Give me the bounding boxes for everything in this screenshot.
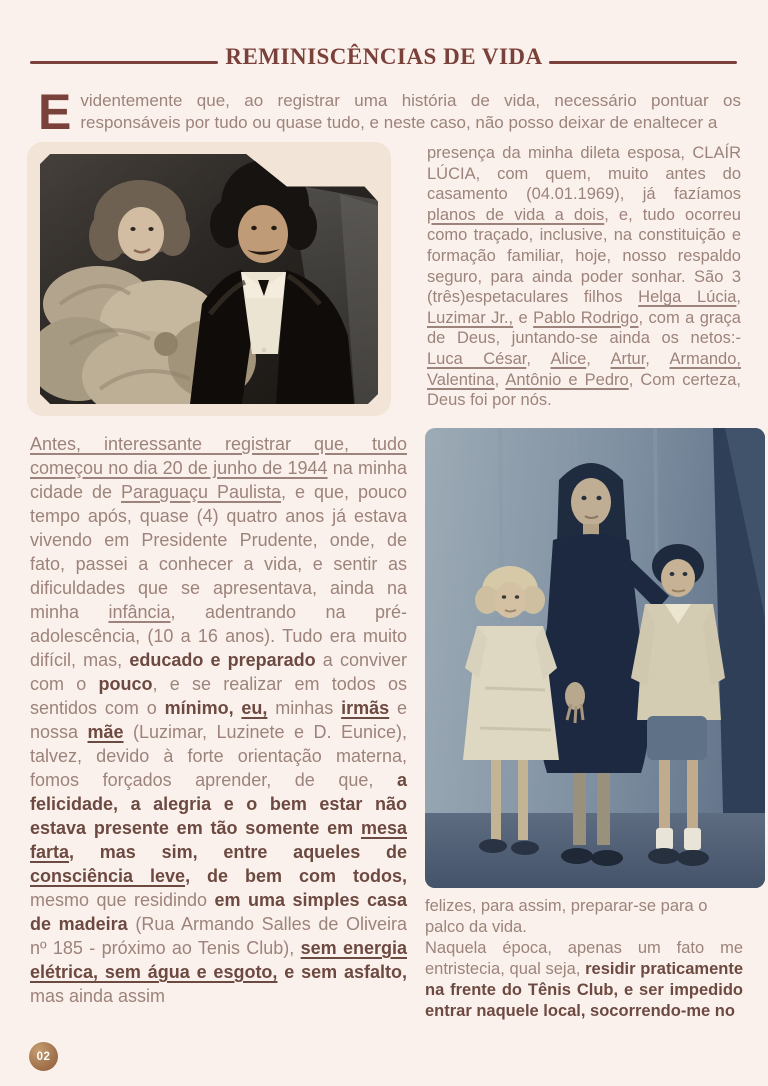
- spouse-paragraph: presença da minha dileta esposa, CLAÍR LÚCIA, com quem, muito antes do casamento (04.01.1969), já fazíamos planos de vida a dois, e, tudo ocorreu como traçado, inclusive, na constituição e formação familiar, hoje, nosso respaldo seguro, para ainda poder sonhar. São 3 (três)espetaculares filhos Helga Lúcia, Luzimar Jr., e Pablo Rodrigo, com a graça de Deus, juntando-se ainda os netos:- Luca César, Alice, Artur, Armando, Valentina, Antônio e Pedro, Com certeza, Deus foi por nós.: [427, 144, 742, 410]
- header-divider-right: [549, 61, 737, 64]
- page-number-badge: [29, 1042, 58, 1071]
- closing-text: [425, 896, 743, 1022]
- photo-caption: felizes, para assim, preparar-se para o palco da vida.: [425, 897, 708, 936]
- couple-photo-card: [27, 142, 391, 416]
- couple-photo-image: [40, 154, 378, 404]
- family-photo: [425, 428, 765, 888]
- closing-paragraph: Naquela época, apenas um fato me entristecia, qual seja, residir praticamente na frente do Tênis Club, e ser impedido entrar naquele local, socorrendo-me no: [425, 939, 743, 1020]
- drop-cap: E: [38, 84, 72, 140]
- page-title: REMINISCÊNCIAS DE VIDA: [225, 44, 543, 69]
- couple-photo: [40, 154, 378, 404]
- page-number: 02: [36, 1050, 51, 1063]
- family-photo-image: [425, 428, 765, 888]
- childhood-paragraph: Antes, interessante registrar que, tudo começou no dia 20 de junho de 1944 na minha cidade de Paraguaçu Paulista, e que, pouco tempo após, quase (4) quatro anos já estava vivendo em Presidente Prudente, onde, de fato, passei a conhecer a vida, e sentir as dificuldades que se apresentava, ainda na minha infância, adentrando na pré-adolescência, (10 a 16 anos). Tudo era muito difícil, mas, educado e preparado a conviver com o pouco, e se realizar em todos os sentidos com o mínimo, eu, minhas irmãs e nossa mãe (Luzimar, Luzinete e D. Eunice), talvez, devido à forte orientação materna, fomos forçados aprender, de que, a felicidade, a alegria e o bem estar não estava presente em tão somente em mesa farta, mas sim, entre aqueles de consciência leve, de bem com todos, mesmo que residindo em uma simples casa de madeira (Rua Armando Salles de Oliveira nº 185 - próximo ao Tenis Club), sem energia elétrica, sem água e esgoto, e sem asfalto, mas ainda assim: [30, 434, 408, 1006]
- intro-paragraph: [38, 84, 741, 140]
- intro-text: videntemente que, ao registrar uma história de vida, necessário pontuar os responsáveis por tudo ou quase tudo, e neste caso, não posso deixar de enaltecer a: [80, 91, 741, 132]
